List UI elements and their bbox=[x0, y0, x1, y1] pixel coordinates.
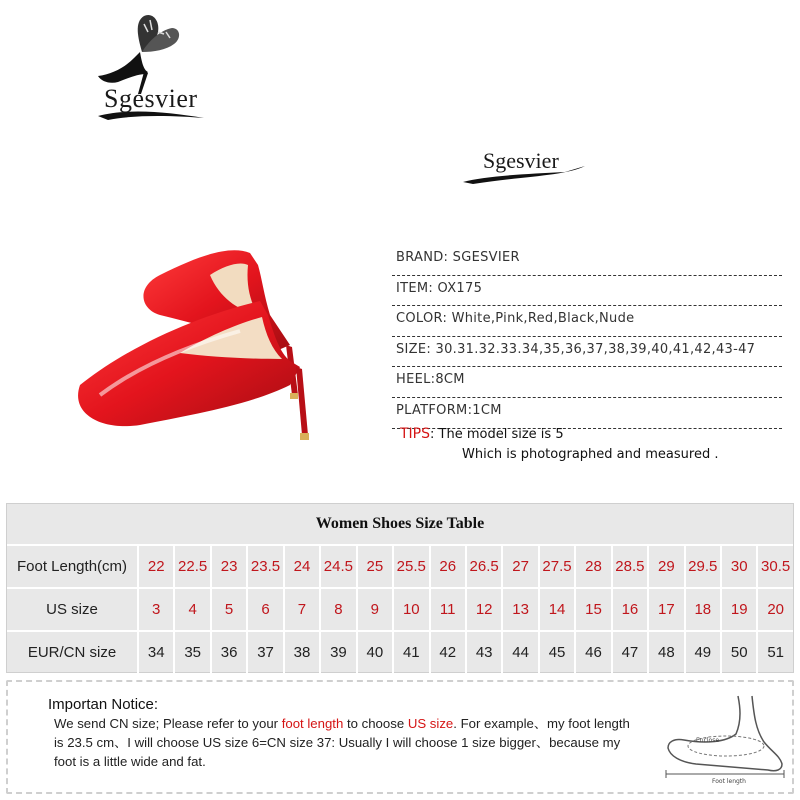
notice-highlight-us-size: US size bbox=[407, 716, 454, 731]
size-cell: 44 bbox=[503, 630, 539, 673]
size-cell: 43 bbox=[467, 630, 503, 673]
size-cell: 25.5 bbox=[394, 544, 430, 587]
spec-color: COLOR: White,Pink,Red,Black,Nude bbox=[392, 306, 782, 337]
notice-text-2: to choose bbox=[343, 716, 408, 731]
notice-highlight-foot-length: foot length bbox=[281, 716, 344, 731]
size-cell: 29.5 bbox=[686, 544, 722, 587]
brand-wordmark bbox=[455, 142, 595, 192]
size-table-body bbox=[7, 544, 793, 673]
size-cell: 39 bbox=[321, 630, 357, 673]
spec-platform: PLATFORM:1CM bbox=[392, 398, 782, 429]
tips-text-1: The model size is 5 bbox=[438, 427, 564, 442]
brand-logo bbox=[78, 12, 218, 127]
spec-item: ITEM: OX175 bbox=[392, 276, 782, 307]
size-cell: 26.5 bbox=[467, 544, 503, 587]
size-cell: 18 bbox=[686, 587, 722, 630]
size-cell: 6 bbox=[248, 587, 284, 630]
foot-length-row bbox=[7, 544, 793, 587]
size-cell: 27 bbox=[503, 544, 539, 587]
size-cell: 41 bbox=[394, 630, 430, 673]
size-cell: 24.5 bbox=[321, 544, 357, 587]
spec-brand: BRAND: SGESVIER bbox=[392, 245, 782, 276]
tips-text-2: Which is photographed and measured . bbox=[462, 447, 719, 462]
size-cell: 10 bbox=[394, 587, 430, 630]
size-cell: 13 bbox=[503, 587, 539, 630]
notice-title: Importan Notice: bbox=[48, 696, 159, 713]
notice-text-3: . For example、my foot length is 23.5 cm、I will choose US size 6=CN size 37: Usually I will choose 1 size bigger、because my foot is a little wide and fat. bbox=[54, 716, 630, 769]
size-cell: 34 bbox=[139, 630, 175, 673]
size-cell: 37 bbox=[248, 630, 284, 673]
size-cell: 27.5 bbox=[540, 544, 576, 587]
product-specs bbox=[392, 245, 782, 429]
notice-body bbox=[54, 714, 634, 771]
size-cell: 12 bbox=[467, 587, 503, 630]
size-cell: 5 bbox=[212, 587, 248, 630]
size-cell: 3 bbox=[139, 587, 175, 630]
size-cell: 45 bbox=[540, 630, 576, 673]
us-size-row bbox=[7, 587, 793, 630]
foot-measure-diagram bbox=[656, 690, 792, 786]
size-cell: 46 bbox=[576, 630, 612, 673]
tips-label: TIPS bbox=[400, 426, 431, 442]
size-cell: 29 bbox=[649, 544, 685, 587]
size-cell: 4 bbox=[175, 587, 211, 630]
size-cell: 15 bbox=[576, 587, 612, 630]
row-header: EUR/CN size bbox=[7, 630, 139, 673]
notice-text-1: We send CN size; Please refer to your bbox=[54, 716, 282, 731]
logo-text: Sgesvier bbox=[104, 84, 198, 113]
size-cell: 23.5 bbox=[248, 544, 284, 587]
size-cell: 17 bbox=[649, 587, 685, 630]
size-cell: 30 bbox=[722, 544, 758, 587]
spec-heel: HEEL:8CM bbox=[392, 367, 782, 398]
red-pump-shoe-image bbox=[40, 235, 380, 465]
tips-block bbox=[400, 424, 790, 465]
size-cell: 19 bbox=[722, 587, 758, 630]
size-cell: 42 bbox=[431, 630, 467, 673]
size-cell: 16 bbox=[613, 587, 649, 630]
size-cell: 28.5 bbox=[613, 544, 649, 587]
size-cell: 36 bbox=[212, 630, 248, 673]
size-cell: 30.5 bbox=[758, 544, 792, 587]
size-cell: 25 bbox=[358, 544, 394, 587]
size-cell: 40 bbox=[358, 630, 394, 673]
size-cell: 50 bbox=[722, 630, 758, 673]
spec-size: SIZE: 30.31.32.33.34,35,36,37,38,39,40,41,42,43-47 bbox=[392, 337, 782, 368]
size-table bbox=[6, 503, 794, 673]
notice-box bbox=[6, 680, 794, 794]
row-header: Foot Length(cm) bbox=[7, 544, 139, 587]
size-cell: 24 bbox=[285, 544, 321, 587]
size-table-title: Women Shoes Size Table bbox=[315, 515, 485, 532]
size-cell: 11 bbox=[431, 587, 467, 630]
size-cell: 9 bbox=[358, 587, 394, 630]
size-cell: 48 bbox=[649, 630, 685, 673]
wordmark-text: Sgesvier bbox=[483, 148, 559, 173]
size-cell: 51 bbox=[758, 630, 792, 673]
size-cell: 38 bbox=[285, 630, 321, 673]
size-cell: 20 bbox=[758, 587, 792, 630]
row-header: US size bbox=[7, 587, 139, 630]
size-cell: 47 bbox=[613, 630, 649, 673]
size-cell: 23 bbox=[212, 544, 248, 587]
foot-length-label: Foot length bbox=[712, 778, 746, 785]
size-cell: 35 bbox=[175, 630, 211, 673]
size-cell: 22.5 bbox=[175, 544, 211, 587]
size-cell: 14 bbox=[540, 587, 576, 630]
size-cell: 49 bbox=[686, 630, 722, 673]
tips-colon: : bbox=[430, 427, 435, 442]
size-cell: 26 bbox=[431, 544, 467, 587]
size-cell: 28 bbox=[576, 544, 612, 587]
size-cell: 7 bbox=[285, 587, 321, 630]
eur-cn-size-row bbox=[7, 630, 793, 673]
size-cell: 8 bbox=[321, 587, 357, 630]
enclose-label: Enclose bbox=[696, 737, 720, 744]
tips-line-1 bbox=[400, 424, 790, 445]
size-cell: 22 bbox=[139, 544, 175, 587]
